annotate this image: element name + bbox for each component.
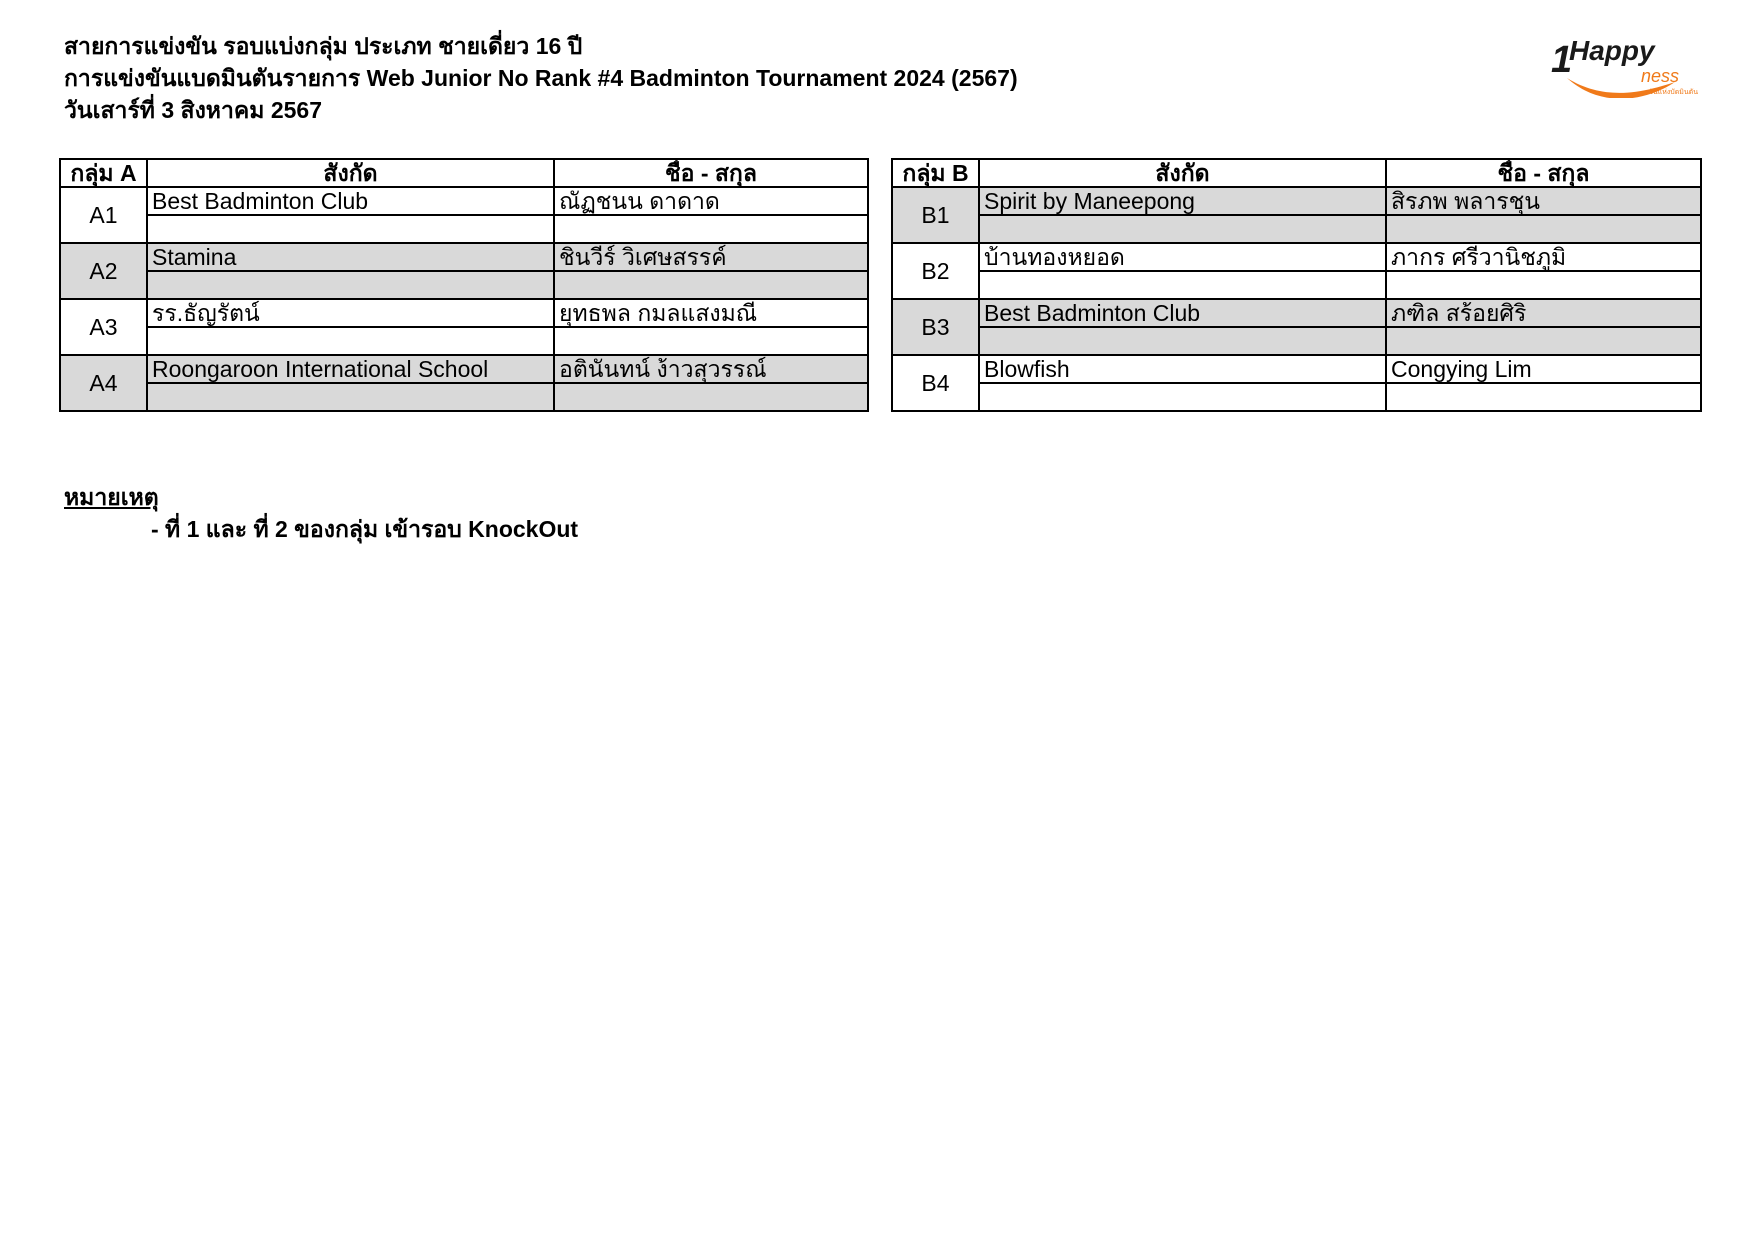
player-name-cell (554, 271, 868, 299)
seed-cell: B2 (892, 243, 979, 299)
player-name-cell (1386, 383, 1701, 411)
player-name-cell (1386, 215, 1701, 243)
club-cell: Roongaroon International School (147, 355, 554, 383)
club-cell: บ้านทองหยอด (979, 243, 1386, 271)
club-cell: Blowfish (979, 355, 1386, 383)
player-name-cell: อตินันทน์ ง้าวสุวรรณ์ (554, 355, 868, 383)
table-row (892, 327, 1701, 355)
table-row (60, 243, 868, 271)
player-name-cell: ภฑิล สร้อยศิริ (1386, 299, 1701, 327)
remarks-title: หมายเหตุ (64, 484, 159, 510)
player-name-cell: ชินวีร์ วิเศษสรรค์ (554, 243, 868, 271)
table-row (60, 383, 868, 411)
group-b-table (891, 158, 1702, 412)
group-b-header-group: กลุ่ม B (892, 159, 979, 187)
club-cell: รร.ธัญรัตน์ (147, 299, 554, 327)
group-b-header-name: ชื่อ - สกุล (1386, 159, 1701, 187)
club-cell (147, 271, 554, 299)
club-cell (979, 327, 1386, 355)
group-b-header-club: สังกัด (979, 159, 1386, 187)
table-row (892, 187, 1701, 215)
remarks-item: - ที่ 1 และ ที่ 2 ของกลุ่ม เข้ารอบ KnockOut (151, 516, 579, 542)
club-cell: Best Badminton Club (147, 187, 554, 215)
header-date-line: วันเสาร์ที่ 3 สิงหาคม 2567 (64, 97, 322, 123)
table-row (60, 271, 868, 299)
seed-cell: B3 (892, 299, 979, 355)
table-row (892, 271, 1701, 299)
table-row (892, 299, 1701, 327)
club-cell (979, 271, 1386, 299)
logo-subtext: ness (1641, 66, 1680, 86)
logo-numeral: 1 (1551, 39, 1573, 81)
table-row (892, 215, 1701, 243)
remarks-section (64, 481, 578, 545)
logo-tagline: วันแห่งบัดมินตัน (1649, 88, 1698, 96)
table-row (60, 299, 868, 327)
club-cell (147, 383, 554, 411)
group-a-header-club: สังกัด (147, 159, 554, 187)
group-a-table (59, 158, 869, 412)
club-cell: Best Badminton Club (979, 299, 1386, 327)
table-row (892, 243, 1701, 271)
player-name-cell (554, 327, 868, 355)
player-name-cell (1386, 271, 1701, 299)
table-row (60, 327, 868, 355)
logo-text: Happy (1569, 35, 1655, 66)
player-name-cell (1386, 327, 1701, 355)
club-cell: Spirit by Maneepong (979, 187, 1386, 215)
club-cell (979, 383, 1386, 411)
player-name-cell: ยุทธพล กมลแสงมณี (554, 299, 868, 327)
player-name-cell: Congying Lim (1386, 355, 1701, 383)
table-row (60, 187, 868, 215)
seed-cell: A4 (60, 355, 147, 411)
club-cell (147, 327, 554, 355)
seed-cell: B4 (892, 355, 979, 411)
player-name-cell (554, 215, 868, 243)
player-name-cell: ณัฏชนน ดาดาด (554, 187, 868, 215)
seed-cell: A2 (60, 243, 147, 299)
club-cell (147, 215, 554, 243)
group-a-header-name: ชื่อ - สกุล (554, 159, 868, 187)
table-row (892, 383, 1701, 411)
table-row (892, 355, 1701, 383)
player-name-cell: ภากร ศรีวานิชภูมิ (1386, 243, 1701, 271)
table-row (60, 215, 868, 243)
logo-graphic (1545, 32, 1705, 98)
happyness-logo (1545, 32, 1705, 98)
club-cell (979, 215, 1386, 243)
group-a-header-group: กลุ่ม A (60, 159, 147, 187)
player-name-cell: สิรภพ พลารชุน (1386, 187, 1701, 215)
seed-cell: B1 (892, 187, 979, 243)
header-title-line: สายการแข่งขัน รอบแบ่งกลุ่ม ประเภท ชายเดี่ยว 16 ปี (64, 33, 583, 59)
seed-cell: A3 (60, 299, 147, 355)
club-cell: Stamina (147, 243, 554, 271)
document-header (64, 30, 1018, 126)
group-a-header-row (60, 159, 868, 187)
seed-cell: A1 (60, 187, 147, 243)
player-name-cell (554, 383, 868, 411)
table-row (60, 355, 868, 383)
header-tournament-line: การแข่งขันแบดมินตันรายการ Web Junior No Rank #4 Badminton Tournament 2024 (2567) (64, 65, 1018, 91)
group-b-header-row (892, 159, 1701, 187)
